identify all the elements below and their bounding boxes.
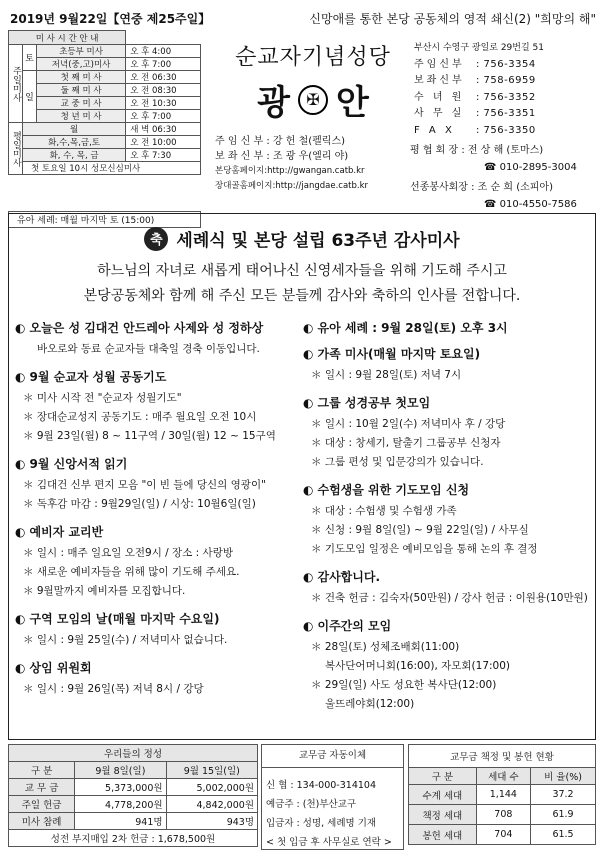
announcement-columns — [15, 320, 591, 724]
announcement-heading — [303, 395, 591, 411]
contact-row — [404, 123, 596, 140]
parish-president-phone: ☎ 010-2895-3004 — [484, 161, 577, 173]
announcement-heading-text: 이주간의 모임 — [317, 619, 392, 633]
announcement-section — [303, 482, 591, 559]
announcement-item: ＊ 일시 : 9월 26일(목) 저녁 8시 / 강당 — [23, 683, 204, 695]
announcement-item: ＊ 28일(토) 성체조배회(11:00) — [311, 641, 460, 653]
offering-row-label: 교 무 금 — [9, 779, 75, 796]
mass-name: 첫 째 미 사 — [37, 71, 126, 84]
offering-title: 우리들의 정성 — [9, 745, 258, 762]
bullet-icon: ◐ — [15, 661, 26, 675]
contact-label: 사 무 실 — [414, 108, 465, 119]
announcement-section — [303, 569, 591, 608]
announcement-heading-text: 감사합니다. — [317, 570, 381, 584]
announcement-heading-text: 유아 세례 : 9월 28일(토) 오후 3시 — [317, 321, 508, 335]
announcement-section — [15, 660, 303, 699]
autopay-title: 교무금 자동이체 — [262, 745, 403, 768]
offering-date-header: 9월 15일(일) — [166, 762, 257, 779]
bullet-icon: ◐ — [303, 483, 314, 497]
announcement-heading-text: 9월 순교자 성월 공동기도 — [29, 370, 167, 384]
announcement-item: 울뜨레야회(12:00) — [325, 698, 415, 710]
autopay-holder: 예금주 : (천)부산교구 — [266, 799, 357, 810]
autopay-note: < 첫 입금 후 사무실로 연락 > — [266, 837, 392, 848]
left-column — [15, 320, 303, 724]
stats-ratio: 61.5 — [531, 825, 596, 845]
contact-row — [404, 57, 596, 74]
announcement-section — [303, 395, 591, 472]
announcement-heading — [15, 660, 303, 676]
offering-col-header: 구 분 — [9, 762, 75, 779]
contact-label: F A X — [414, 124, 455, 136]
contact-value: : 756-3354 — [476, 58, 536, 70]
announcement-item: ＊ 일시 : 9월 28일(토) 저녁 7시 — [311, 369, 462, 381]
announcement-item: ＊ 독후감 마감 : 9월29일(일) / 시상: 10월6일(일) — [23, 498, 256, 510]
bullet-icon: ◐ — [303, 347, 314, 361]
announcement-section — [303, 320, 591, 336]
announcement-item: 복사단어머니회(16:00), 자모회(17:00) — [325, 660, 511, 672]
sunday-label: 일 — [23, 71, 37, 123]
church-title — [215, 75, 411, 124]
header-bar — [10, 8, 596, 28]
announcement-section — [15, 369, 303, 446]
mass-time: 오 후 4:00 — [126, 45, 201, 58]
contact-value: : 758-6959 — [476, 75, 536, 86]
assistant-pastor: 보 좌 신 부 : 조 광 우(엘리 야) — [215, 151, 349, 162]
announcement-item: ＊ 29일(일) 사도 성요한 복사단(12:00) — [311, 679, 497, 691]
building-offering: 성전 부지매입 2차 헌금 : 1,678,500원 — [9, 830, 258, 847]
celebration-badge-icon: 축 — [144, 227, 168, 251]
bullet-icon: ◐ — [303, 396, 314, 410]
church-info — [215, 134, 411, 194]
announcement-section — [15, 611, 303, 650]
church-title-left: 광 — [257, 83, 290, 123]
contact-label: 보좌신부 — [414, 75, 465, 86]
stats-count: 1,144 — [476, 785, 530, 805]
stats-header: 비 율(%) — [531, 768, 596, 785]
church-address: 부산시 수영구 광일로 29번길 51 — [414, 43, 544, 53]
celebration-title: 세례식 및 본당 설립 63주년 감사미사 — [176, 231, 460, 251]
bullet-icon: ◐ — [303, 619, 314, 633]
mass-schedule-table — [8, 30, 201, 175]
announcement-section — [15, 320, 303, 359]
mass-time: 오 전 10:30 — [126, 97, 201, 110]
stats-ratio: 37.2 — [531, 785, 596, 805]
church-emblem-icon: ✠ — [298, 85, 328, 115]
announcement-item: ＊ 신청 : 9월 8일(일) ~ 9월 22일(일) / 사무실 — [311, 524, 529, 536]
stats-header: 세대 수 — [476, 768, 530, 785]
announcement-heading — [303, 569, 591, 585]
offering-value: 4,778,200원 — [75, 796, 166, 813]
mass-time: 오 후 7:30 — [126, 149, 201, 162]
contact-row — [404, 73, 596, 90]
offering-table — [8, 744, 258, 847]
right-column — [303, 320, 591, 724]
mass-name: 화, 수, 목, 금 — [23, 149, 126, 162]
announcement-heading-text: 수험생을 위한 기도모임 신청 — [317, 483, 470, 497]
ladies-leader: 선종봉사회장 : 조 순 희 (소피아) — [410, 182, 553, 193]
announcement-heading-text: 가족 미사(매월 마지막 토요일) — [317, 347, 481, 361]
church-masthead — [215, 40, 411, 194]
top-section — [8, 30, 596, 226]
stats-title: 교무금 책정 및 봉헌 현황 — [409, 745, 596, 768]
mass-name: 청 년 미 사 — [37, 110, 126, 123]
announcement-heading — [303, 346, 591, 362]
announcement-item: ＊ 미사 시작 전 "순교자 성월기도" — [23, 392, 182, 404]
announcement-item: ＊ 새로운 예비자들을 위해 많이 기도해 주세요. — [23, 566, 240, 578]
announcement-heading — [15, 320, 303, 336]
announcement-item: ＊ 기도모임 일정은 예비모임을 통해 논의 후 결정 — [311, 543, 538, 555]
offering-value: 4,842,000원 — [166, 796, 257, 813]
church-subtitle: 순교자기념성당 — [235, 45, 391, 70]
autopay-depositor: 입금자 : 성명, 세례명 기재 — [266, 818, 377, 829]
mass-time: 오 후 7:00 — [126, 58, 201, 71]
offering-value: 941명 — [75, 813, 166, 830]
mass-name: 초등부 미사 — [37, 45, 126, 58]
bullet-icon: ◐ — [15, 612, 26, 626]
mass-name: 월 — [23, 123, 126, 136]
offering-row-label: 주일 헌금 — [9, 796, 75, 813]
announcement-heading-text: 그룹 성경공부 첫모임 — [317, 396, 431, 410]
celebration-banner — [9, 226, 595, 251]
ladies-leader-phone: ☎ 010-4550-7586 — [484, 198, 577, 210]
greeting-line: 본당공동체와 함께 해 주신 모든 분들께 감사와 축하의 인사를 전합니다. — [83, 288, 521, 304]
announcement-item: ＊ 그룹 편성 및 입문강의가 있습니다. — [311, 456, 484, 468]
bullet-icon: ◐ — [15, 525, 26, 539]
announcement-section — [15, 456, 303, 514]
mass-time: 새 벽 06:30 — [126, 123, 201, 136]
mass-name: 둘 째 미 사 — [37, 84, 126, 97]
mass-name: 교 중 미 사 — [37, 97, 126, 110]
contact-row — [404, 90, 596, 107]
announcement-item: ＊ 9월말까지 예비자를 모집합니다. — [23, 585, 186, 597]
announcement-heading — [15, 369, 303, 385]
mass-time: 오 후 7:00 — [126, 110, 201, 123]
announcement-section — [303, 346, 591, 385]
main-announcements — [8, 213, 596, 740]
offering-date-header: 9월 8일(일) — [75, 762, 166, 779]
stats-header: 구 분 — [409, 768, 477, 785]
tithe-stats-table — [408, 744, 596, 845]
autopay-bank: 신 협 : 134-000-314104 — [266, 780, 377, 791]
announcement-heading — [303, 482, 591, 498]
announcement-item: ＊ 일시 : 10월 2일(수) 저녁미사 후 / 강당 — [311, 418, 506, 430]
stats-count: 704 — [476, 825, 530, 845]
announcement-item: ＊ 대상 : 수험생 및 수험생 가족 — [311, 505, 457, 517]
contact-info — [404, 40, 596, 213]
contact-value: : 756-3351 — [476, 108, 536, 119]
offering-value: 5,002,000원 — [166, 779, 257, 796]
homepage-link[interactable]: 본당홈페이지:http://gwangan.catb.kr — [215, 166, 365, 176]
announcement-heading-text: 오늘은 성 김대건 안드레아 사제와 성 정하상 — [29, 321, 264, 335]
announcement-item: ＊ 건축 헌금 : 김숙자(50만원) / 강사 헌금 : 이원용(10만원) — [311, 592, 588, 604]
mass-time: 오 전 06:30 — [126, 71, 201, 84]
parish-president: 평 협 회 장 : 전 상 해 (토마스) — [410, 145, 544, 156]
bullet-icon: ◐ — [303, 321, 314, 335]
bottom-section — [8, 744, 596, 850]
announcement-item: ＊ 일시 : 9월 25일(수) / 저녁미사 없습니다. — [23, 634, 228, 646]
infant-baptism-note: 유아 세례: 매월 마지막 토 (15:00) — [8, 211, 201, 228]
mass-time: 오 전 08:30 — [126, 84, 201, 97]
contact-label: 주임신부 — [414, 58, 465, 70]
mass-time: 오 전 10:00 — [126, 136, 201, 149]
bullet-icon: ◐ — [15, 321, 26, 335]
bulletin-date: 2019년 9월22일【연중 제25주일】 — [10, 11, 211, 26]
saturday-label: 토 — [23, 45, 37, 71]
stats-row-label: 수계 세대 — [409, 785, 477, 805]
church-title-right: 안 — [336, 83, 369, 123]
announcement-item: ＊ 장대순교성지 공동기도 : 매주 월요일 오전 10시 — [23, 411, 257, 423]
pastor: 주 임 신 부 : 강 헌 철(펠릭스) — [215, 136, 346, 147]
announcement-heading — [303, 618, 591, 634]
announcement-heading — [15, 456, 303, 472]
mass-schedule-title: 미 사 시 간 안 내 — [9, 31, 126, 45]
announcement-item: 바오로와 동료 순교자들 대축일 경축 이동입니다. — [37, 343, 260, 355]
announcement-item: ＊ 김대건 신부 편지 모음 "이 빈 들에 당신의 영광이" — [23, 479, 266, 491]
announcement-item: ＊ 대상 : 창세기, 탈출기 그룹공부 신청자 — [311, 437, 501, 449]
greeting-line: 하느님의 자녀로 새롭게 태어나신 신영세자들을 위해 기도해 주시고 — [97, 263, 507, 279]
stats-count: 708 — [476, 805, 530, 825]
first-saturday-mass: 첫 토요일 10시 성모신심미사 — [23, 162, 201, 175]
contact-label: 수 녀 원 — [414, 91, 465, 103]
stats-row-label: 봉헌 세대 — [409, 825, 477, 845]
contact-value: : 756-3350 — [476, 124, 536, 136]
announcement-heading — [15, 524, 303, 540]
announcement-item: ＊ 일시 : 매주 일요일 오전9시 / 장소 : 사랑방 — [23, 547, 233, 559]
announcement-item: ＊ 9월 23일(월) 8 ~ 11구역 / 30일(월) 12 ~ 15구역 — [23, 430, 276, 442]
autopay-box — [261, 744, 404, 850]
announcement-section — [15, 524, 303, 601]
bullet-icon: ◐ — [15, 457, 26, 471]
announcement-heading — [303, 320, 591, 336]
offering-row-label: 미사 참례 — [9, 813, 75, 830]
offering-value: 943명 — [166, 813, 257, 830]
greeting — [9, 259, 595, 309]
contact-row — [404, 106, 596, 123]
announcement-heading — [15, 611, 303, 627]
homepage2-link[interactable]: 장대골홈페이지:http://jangdae.catb.kr — [215, 181, 368, 191]
announcement-section — [303, 618, 591, 714]
sunday-mass-label: 주일미사 — [9, 45, 23, 123]
year-theme: 신망애를 통한 본당 공동체의 영적 쇄신(2) "희망의 해" — [309, 11, 596, 26]
announcement-heading-text: 구역 모임의 날(매월 마지막 수요일) — [29, 612, 220, 626]
mass-name: 저녁(중,고)미사 — [37, 58, 126, 71]
stats-ratio: 61.9 — [531, 805, 596, 825]
bullet-icon: ◐ — [303, 570, 314, 584]
announcement-heading-text: 9월 신앙서적 읽기 — [29, 457, 128, 471]
stats-row-label: 책정 세대 — [409, 805, 477, 825]
offering-value: 5,373,000원 — [75, 779, 166, 796]
announcement-heading-text: 상임 위원회 — [29, 661, 92, 675]
mass-name: 화,수,목,금,토 — [23, 136, 126, 149]
announcement-heading-text: 예비자 교리반 — [29, 525, 104, 539]
bullet-icon: ◐ — [15, 370, 26, 384]
weekday-mass-label: 평일미사 — [9, 123, 23, 175]
contact-value: : 756-3352 — [476, 91, 536, 103]
